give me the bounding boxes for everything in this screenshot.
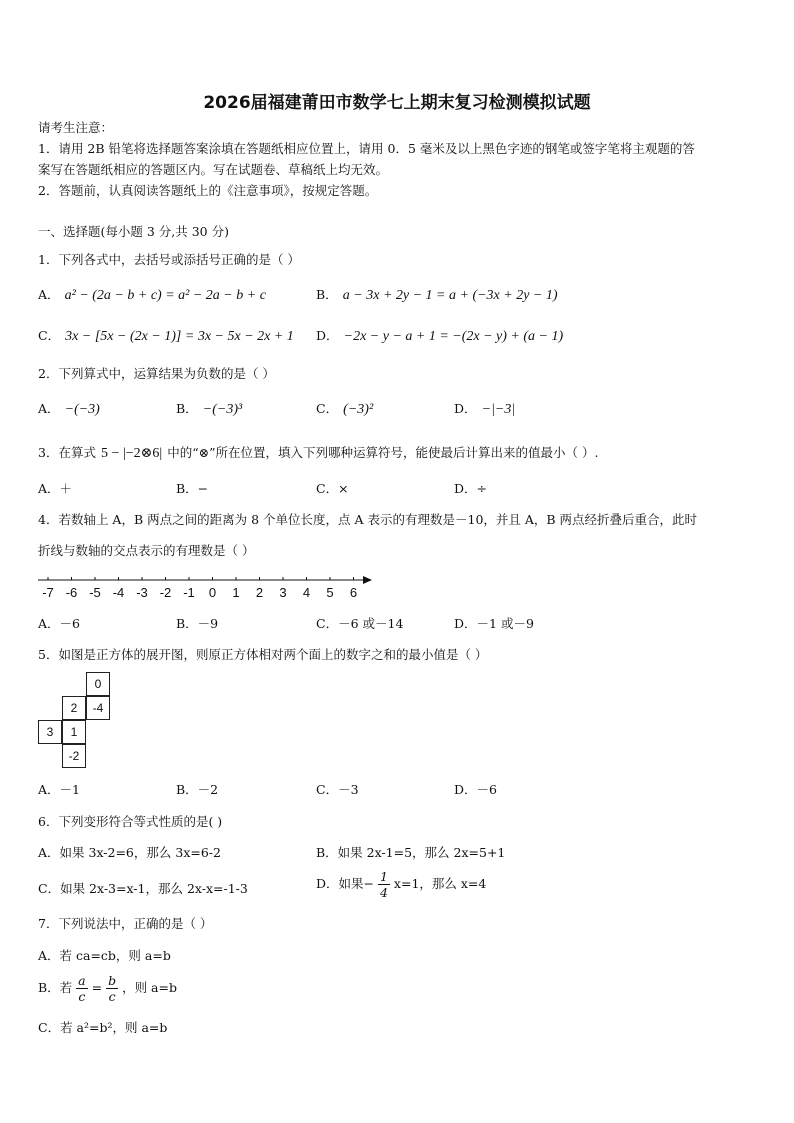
q6-option-a: A．如果 3x-2=6，那么 3x=6-2 [38,845,221,860]
q7-stem: 7．下列说法中，正确的是（ ） [38,916,213,931]
q6-option-c: C．如果 2x-3=x-1，那么 2x-x=-1-3 [38,881,248,896]
q2-option-c-label: C． [316,401,339,416]
notice-heading: 请考生注意： [38,120,114,135]
number-line-tick-label: 1 [232,585,240,600]
q4-option-d: D．－1 或－9 [454,616,534,631]
number-line-tick-label: 2 [255,585,264,600]
q6-option-d-pre: D．如果− [316,876,374,891]
q6-option-d-fraction [378,869,390,900]
q6-option-d [316,869,486,900]
q2-option-c-expr: (−3)² [343,402,374,417]
q7-option-b-post: ，则 a=b [122,980,177,995]
q7-option-b-pre: B．若 [38,980,73,995]
q2-option-d-label: D． [454,401,477,416]
q6-option-d-post: x=1，那么 x=4 [393,876,487,891]
fraction-numerator: 1 [379,869,388,884]
fraction-denominator: c [78,989,86,1004]
q1-option-c-expr: 3x − [5x − (2x − 1)] = 3x − 5x − 2x + 1 [65,329,294,344]
number-line-tick-label: -4 [112,585,125,600]
q5-option-c: C．－3 [316,782,359,797]
q1-option-a-label: A． [38,287,60,302]
number-line-tick-label: 6 [349,585,358,600]
q1-option-d-label: D． [316,328,339,343]
number-line-tick-label: -1 [183,585,195,600]
cube-net-cell: 3 [38,720,62,744]
number-line-tick-label: -3 [136,585,148,600]
number-line-tick-label: 3 [279,585,287,600]
fraction-numerator: b [108,973,117,988]
q5-stem: 5．如图是正方体的展开图，则原正方体相对两个面上的数字之和的最小值是（ ） [38,647,488,662]
q2-stem: 2．下列算式中，运算结果为负数的是（ ） [38,366,275,381]
notice-item-1-line-2: 案写在答题纸相应的答题区内。写在试题卷、草稿纸上均无效。 [38,162,389,177]
number-line-tick-label: -7 [42,585,54,600]
q1-option-d-expr: −2x − y − a + 1 = −(2x − y) + (a − 1) [343,329,564,344]
q3-expression: 5 − |−2⊗6| [101,446,163,461]
q5-option-d: D．－6 [454,782,497,797]
number-line [30,568,380,602]
q7-option-b-equals: = [91,980,103,995]
q2-option-b-expr: −(−3)³ [202,402,243,417]
number-line-tick-label: 4 [302,585,311,600]
q1-option-d [316,325,563,345]
q1-stem: 1．下列各式中，去括号或添括号正确的是（ ） [38,252,300,267]
q7-option-b-fraction-2 [106,973,118,1004]
q1-option-b-label: B． [316,287,338,302]
number-line-tick-label: 5 [326,585,334,600]
q1-option-b [316,284,558,304]
q6-option-b: B．如果 2x-1=5，那么 2x=5+1 [316,845,506,860]
q6-stem: 6．下列变形符合等式性质的是( ) [38,814,223,829]
q3-option-d: D．÷ [454,481,487,496]
section-heading: 一、选择题(每小题 3 分,共 30 分) [38,224,229,239]
q2-option-a [38,398,100,418]
q3-stem-pre: 3．在算式 [38,445,96,460]
cube-net-cell: 0 [86,672,110,696]
number-line-tick-label: -6 [65,585,78,600]
cube-net-cell: 1 [62,720,86,744]
q4-stem-line-1: 4．若数轴上 A，B 两点之间的距离为 8 个单位长度，点 A 表示的有理数是－10，并且 A，B 两点经折叠后重合，此时 [38,512,698,527]
q7-option-b-fraction-1 [76,973,87,1004]
q4-option-c: C．－6 或－14 [316,616,404,631]
fraction-denominator: 4 [379,885,388,900]
notice-item-1-line-1: 1．请用 2B 铅笔将选择题答案涂填在答题纸相应位置上，请用 0．5 毫米及以上黑色字迹的钢笔或签字笔将主观题的答 [38,141,695,156]
q3-option-a: A．＋ [38,481,73,496]
q4-option-a: A．－6 [38,616,80,631]
q3-option-c: C．× [316,481,349,496]
fraction-denominator: c [108,989,116,1004]
q4-option-b: B．－9 [176,616,219,631]
q2-option-d-expr: −|−3| [481,402,516,417]
q4-stem-line-2: 折线与数轴的交点表示的有理数是（ ） [38,543,255,558]
q2-option-a-expr: −(−3) [64,402,100,417]
q2-option-d [454,398,515,418]
q7-option-b [38,973,177,1004]
notice-item-2: 2．答题前，认真阅读答题纸上的《注意事项》，按规定答题。 [38,183,378,198]
q2-option-b-label: B． [176,401,198,416]
q5-option-a: A．－1 [38,782,80,797]
cube-net-cell: 2 [62,696,86,720]
q2-option-a-label: A． [38,401,60,416]
fraction-numerator: a [78,973,86,988]
q7-option-a: A．若 ca=cb，则 a=b [38,948,171,963]
q1-option-c [38,325,294,345]
q3-stem [38,442,598,462]
q1-option-a-expr: a² − (2a − b + c) = a² − 2a − b + c [64,288,266,303]
number-line-tick-label: -2 [159,585,172,600]
q1-option-a [38,284,266,304]
q1-option-b-expr: a − 3x + 2y − 1 = a + (−3x + 2y − 1) [342,288,558,303]
q1-option-c-label: C． [38,328,61,343]
cube-net-cell: -2 [62,744,86,768]
q3-stem-post: 中的“⊗”所在位置，填入下列哪种运算符号，能使最后计算出来的值最小（ ）. [167,445,599,460]
q5-option-b: B．－2 [176,782,219,797]
number-line-tick-label: -5 [89,585,101,600]
q7-option-c: C．若 a²=b²，则 a=b [38,1020,168,1035]
page-title: 2026届福建莆田市数学七上期末复习检测模拟试题 [203,93,591,113]
q2-option-c [316,398,373,418]
q2-option-b [176,398,242,418]
q3-option-b: B．− [176,481,209,496]
cube-net-cell: -4 [86,696,110,720]
number-line-arrow [363,576,372,584]
number-line-tick-label: 0 [208,585,217,600]
